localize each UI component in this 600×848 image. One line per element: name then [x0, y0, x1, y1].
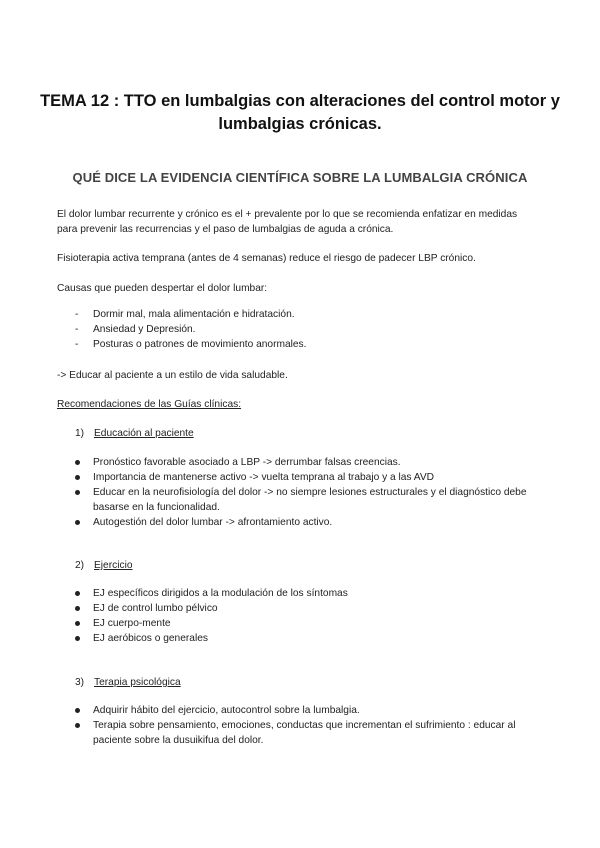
list-item: EJ específicos dirigidos a la modulación de los síntomas — [74, 586, 544, 601]
paragraph-prevalence: El dolor lumbar recurrente y crónico es el + prevalente por lo que se recomienda enfatizar en medidas para prevenir las recurrencias y el paso de lumbalgias de aguda a crónica. — [57, 209, 518, 235]
list-item: EJ cuerpo-mente — [74, 616, 544, 631]
bullet-icon — [75, 591, 80, 596]
bullet-icon — [75, 621, 80, 626]
section-3-list — [74, 703, 544, 748]
bullet-icon — [75, 708, 80, 713]
section-1-header — [75, 426, 194, 441]
list-item: EJ aeróbicos o generales — [74, 631, 544, 646]
causes-list — [75, 307, 535, 352]
list-item: - Posturas o patrones de movimiento anormales. — [75, 339, 307, 350]
section-number: 3) — [75, 677, 85, 688]
section-title: Ejercicio — [94, 560, 133, 571]
list-item: Adquirir hábito del ejercicio, autocontrol sobre la lumbalgia. — [74, 703, 544, 718]
list-item: Educar en la neurofisiología del dolor -> no siempre lesiones estructurales y el diagnóstico debe basarse en la funcionalidad. — [74, 485, 544, 515]
bullet-icon — [75, 520, 80, 525]
list-item: Importancia de mantenerse activo -> vuelta temprana al trabajo y a las AVD — [74, 470, 544, 485]
paragraph-conclusion: -> Educar al paciente a un estilo de vida saludable. — [57, 370, 288, 381]
bullet-icon — [75, 490, 80, 495]
list-item: Terapia sobre pensamiento, emociones, conductas que incrementan el sufrimiento : educar al paciente sobre la dusuikifua del dolor. — [74, 718, 544, 748]
list-item: Autogestión del dolor lumbar -> afrontamiento activo. — [74, 515, 544, 530]
section-number: 1) — [75, 428, 85, 439]
bullet-icon — [75, 606, 80, 611]
section-1-list — [74, 455, 544, 530]
bullet-icon — [75, 723, 80, 728]
dash-marker: - — [75, 339, 79, 350]
bullet-icon — [75, 460, 80, 465]
list-item: Pronóstico favorable asociado a LBP -> derrumbar falsas creencias. — [74, 455, 544, 470]
section-heading: QUÉ DICE LA EVIDENCIA CIENTÍFICA SOBRE LA LUMBALGIA CRÓNICA — [72, 170, 528, 185]
paragraph-early-physio: Fisioterapia activa temprana (antes de 4 semanas) reduce el riesgo de padecer LBP crónico. — [57, 253, 476, 264]
list-item: - Dormir mal, mala alimentación e hidratación. — [75, 309, 295, 320]
list-item: - Ansiedad y Depresión. — [75, 324, 196, 335]
list-item: EJ de control lumbo pélvico — [74, 601, 544, 616]
section-2-header — [75, 558, 133, 573]
paragraph-causes-intro: Causas que pueden despertar el dolor lumbar: — [57, 283, 268, 294]
document-title: TEMA 12 : TTO en lumbalgias con alteraciones del control motor y lumbalgias crónicas. — [40, 92, 560, 133]
bullet-icon — [75, 636, 80, 641]
dash-marker: - — [75, 309, 79, 320]
section-3-header — [75, 675, 181, 690]
section-title: Terapia psicológica — [94, 677, 181, 688]
section-2-list — [74, 586, 544, 646]
section-title: Educación al paciente — [94, 428, 194, 439]
guidelines-label: Recomendaciones de las Guías clínicas: — [57, 399, 242, 410]
bullet-icon — [75, 475, 80, 480]
section-number: 2) — [75, 560, 85, 571]
dash-marker: - — [75, 324, 79, 335]
